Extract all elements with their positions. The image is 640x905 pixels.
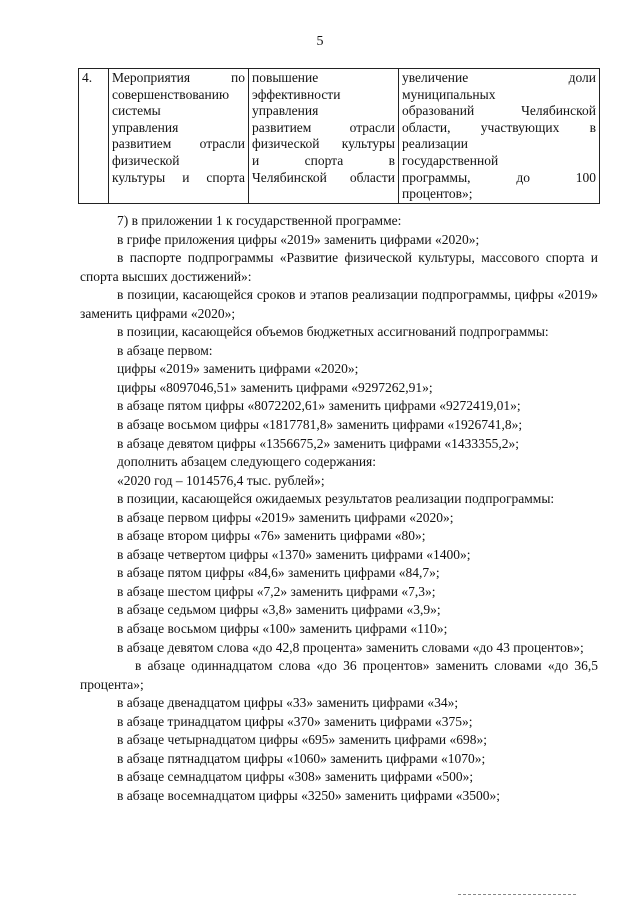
- cell-line: развитием отрасли: [112, 136, 245, 152]
- cell-line: повышение: [252, 70, 319, 85]
- cell-line: процентов»;: [402, 186, 473, 202]
- amendments-text: [80, 212, 598, 806]
- paragraph: в абзаце девятом цифры «1356675,2» заменить цифрами «1433355,2»;: [117, 435, 520, 451]
- paragraph: в абзаце восьмом цифры «1817781,8» заменить цифрами «1926741,8»;: [117, 417, 523, 433]
- cell-line: области, участвующих в: [402, 119, 596, 135]
- cell-line: системы: [112, 103, 161, 119]
- result-cell: [399, 69, 600, 204]
- cell-line: управления: [112, 119, 179, 135]
- cell-line: Мероприятия по: [112, 70, 245, 85]
- paragraph: в абзаце тринадцатом цифры «370» заменить цифрами «375»;: [117, 713, 473, 729]
- paragraph: «2020 год – 1014576,4 тыс. рублей»;: [117, 472, 325, 488]
- goal-cell: [249, 69, 399, 204]
- cell-line: программы, до 100: [402, 169, 596, 185]
- paragraph: в абзаце девятом слова «до 42,8 процента» заменить словами «до 43 процентов»;: [117, 639, 584, 655]
- paragraph: в абзаце первом:: [117, 342, 213, 358]
- cell-line: увеличение доли: [402, 70, 596, 85]
- paragraph: в абзаце втором цифры «76» заменить цифрами «80»;: [117, 528, 426, 544]
- paragraph: в абзаце первом цифры «2019» заменить цифрами «2020»;: [117, 509, 454, 525]
- cell-line: развитием отрасли: [252, 119, 395, 135]
- program-table: [78, 68, 600, 204]
- paragraph: в абзаце седьмом цифры «3,8» заменить цифрами «3,9»;: [117, 602, 441, 618]
- cell-line: физической культуры: [252, 136, 395, 152]
- paragraph: в позиции, касающейся ожидаемых результатов реализации подпрограммы:: [117, 491, 555, 507]
- cell-line: управления: [252, 103, 319, 119]
- paragraph: в позиции, касающейся объемов бюджетных ассигнований подпрограммы:: [117, 324, 549, 340]
- paragraph: цифры «2019» заменить цифрами «2020»;: [117, 361, 359, 377]
- cell-line: и спорта в: [252, 152, 395, 168]
- page-number: 5: [316, 34, 324, 49]
- row-number-cell: [79, 69, 109, 204]
- cell-line: муниципальных: [402, 86, 496, 102]
- paragraph: в абзаце одиннадцатом слова «до 36 процентов» заменить словами «до 36,5 процента»;: [80, 658, 598, 692]
- paragraph: цифры «8097046,51» заменить цифрами «9297262,91»;: [117, 379, 433, 395]
- paragraph: в абзаце восемнадцатом цифры «3250» заменить цифрами «3500»;: [117, 787, 501, 803]
- cell-line: физической: [112, 152, 180, 168]
- cell-line: государственной: [402, 152, 499, 168]
- paragraph: в абзаце двенадцатом цифры «33» заменить цифрами «34»;: [117, 695, 459, 711]
- cell-line: эффективности: [252, 86, 341, 102]
- paragraph: в абзаце пятом цифры «8072202,61» заменить цифрами «9272419,01»;: [117, 398, 521, 414]
- paragraph: в абзаце пятнадцатом цифры «1060» заменить цифрами «1070»;: [117, 750, 486, 766]
- paragraph: в абзаце семнадцатом цифры «308» заменить цифрами «500»;: [117, 769, 474, 785]
- paragraph: в абзаце четвертом цифры «1370» заменить цифрами «1400»;: [117, 546, 471, 562]
- cell-line: образований Челябинской: [402, 103, 596, 119]
- paragraph: в абзаце четырнадцатом цифры «695» заменить цифрами «698»;: [117, 732, 487, 748]
- paragraph: в грифе приложения цифры «2019» заменить цифрами «2020»;: [117, 231, 480, 247]
- cell-line: культуры и спорта: [112, 169, 245, 185]
- measure-cell: [109, 69, 249, 204]
- row-number: 4.: [82, 70, 93, 85]
- paragraph: дополнить абзацем следующего содержания:: [117, 454, 377, 470]
- cell-line: Челябинской области: [252, 169, 395, 185]
- cell-line: совершенствованию: [112, 86, 230, 102]
- paragraph: в абзаце восьмом цифры «100» заменить цифрами «110»;: [117, 621, 448, 637]
- table-row: [79, 69, 600, 204]
- paragraph: в абзаце пятом цифры «84,6» заменить цифрами «84,7»;: [117, 565, 440, 581]
- cell-line: реализации: [402, 136, 468, 152]
- paragraph: в позиции, касающейся сроков и этапов реализации подпрограммы, цифры «2019» заменить цифрами «2020»;: [80, 287, 598, 321]
- paragraph: в абзаце шестом цифры «7,2» заменить цифрами «7,3»;: [117, 583, 436, 599]
- footer-mark: [458, 894, 576, 895]
- paragraph: в паспорте подпрограммы «Развитие физической культуры, массового спорта и спорта высших достижений»:: [80, 250, 598, 284]
- paragraph: 7) в приложении 1 к государственной программе:: [117, 213, 402, 228]
